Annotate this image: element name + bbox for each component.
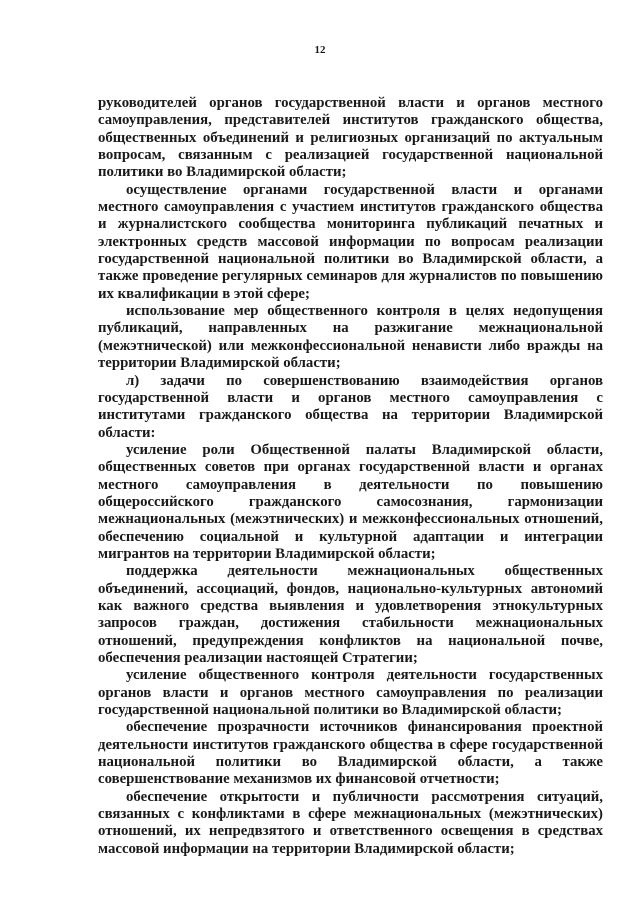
page-number: 12 [314, 44, 326, 56]
paragraph-9: обеспечение открытости и публичности рассмотрения ситуаций, связанных с конфликтами в сфере межнациональных (межэтнических) отношений, их непредвзятого и ответственного освещения в средствах массовой информации на территории Владимирской области; [98, 788, 603, 857]
paragraph-2: осуществление органами государственной власти и органами местного самоуправления с участием институтов гражданского общества и журналистского сообщества мониторинга публикаций печатных и электронных средств массовой информации по вопросам реализации государственной национальной политики во Владимирской области, а также проведение регулярных семинаров для журналистов по повышению их квалификации в этой сфере; [98, 181, 603, 302]
paragraph-8: обеспечение прозрачности источников финансирования проектной деятельности институтов гражданского общества в сфере государственной национальной политики во Владимирской области, а также совершенствование механизмов их финансовой отчетности; [98, 719, 603, 788]
paragraph-4: л) задачи по совершенствованию взаимодействия органов государственной власти и органов местного самоуправления с институтами гражданского общества на территории Владимирской области: [98, 372, 603, 441]
paragraph-3: использование мер общественного контроля в целях недопущения публикаций, направленных на разжигание межнациональной (межэтнической) или межконфессиональной ненависти либо вражды на территории Владимирской области; [98, 303, 603, 372]
paragraph-6: поддержка деятельности межнациональных общественных объединений, ассоциаций, фондов, национально-культурных автономий как важного средства выявления и удовлетворения этнокультурных запросов граждан, достижения стабильности межнациональных отношений, предупреждения конфликтов на национальной почве, обеспечения реализации настоящей Стратегии; [98, 563, 603, 666]
page-body [98, 95, 603, 858]
paragraph-1: руководителей органов государственной власти и органов местного самоуправления, представителей институтов гражданского общества, общественных объединений и религиозных организаций по актуальным вопросам, связанным с реализацией государственной национальной политики во Владимирской области; [98, 95, 603, 181]
paragraph-5: усиление роли Общественной палаты Владимирской области, общественных советов при органах государственной власти и органах местного самоуправления в деятельности по повышению общероссийского гражданского самосознания, гармонизации межнациональных (межэтнических) и межконфессиональных отношений, обеспечению социальной и культурной адаптации и интеграции мигрантов на территории Владимирской области; [98, 441, 603, 562]
paragraph-7: усиление общественного контроля деятельности государственных органов власти и органов местного самоуправления по реализации государственной национальной политики во Владимирской области; [98, 667, 603, 719]
